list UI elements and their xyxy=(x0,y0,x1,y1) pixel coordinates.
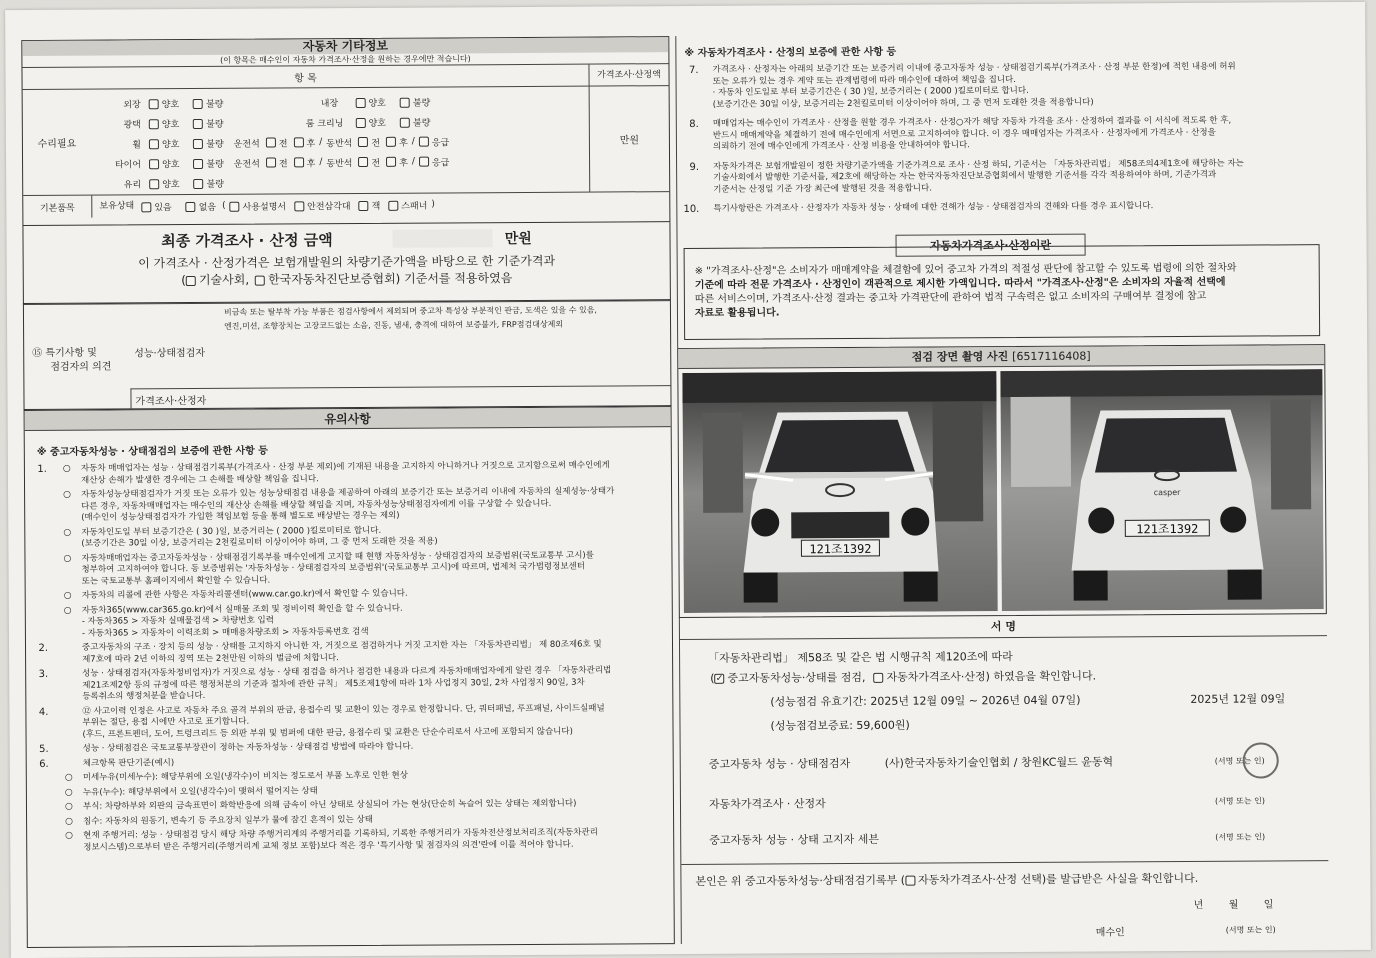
final-price-value xyxy=(393,229,493,248)
checkbox[interactable] xyxy=(186,276,196,286)
caution-item: ○ 자동차365(www.car365.go.kr)에서 실매물 조회 및 정비이력 확인을 할 수 있습니다. - 자동차365 > 자동차 실매물검색 > 차량번호 입력 - 자동차365 > 자동차이 이력조회 > 매매용차량조회 > 자동차등록번호 검색 xyxy=(63,603,403,639)
exclusion-note-2: 엔진,미션, 조향장치는 고장코드없는 소음, 진동, 냄새, 충격에 대하여 보증불가, FRP점검대상제외 xyxy=(224,319,564,331)
appraiser-sign-label: 자동차가격조사 · 산정자 xyxy=(708,797,826,811)
inspector-sign-hint: (서명 또는 인) xyxy=(1214,755,1265,766)
checkbox[interactable] xyxy=(149,99,159,109)
inspection-photos xyxy=(677,344,1327,618)
checkbox[interactable] xyxy=(400,118,410,128)
appraisal-item: 8. 매매업자는 매수인이 가격조사 · 산정을 원할 경우 가격조사 · 산정○자가 해당 자동차 가격을 조사 · 산정하여 결과를 이 서식에 적도록 한 후, 반드시 매매계약을 체결하기 전에 매수인에게 서면으로 고지하여야 합니다. 이 경우 매매업자는 가격조사 · 산정자에게 가격조사 · 산정을 의뢰하기 전에 매수인에게 가격조사 · 산정 비용을 안내하여야 합니다. xyxy=(689,115,1232,152)
caution-item: ○ 침수: 자동차의 원동기, 변속기 등 주요장치 일부가 물에 잠긴 흔적이 있는 상태 xyxy=(65,814,373,827)
checkbox[interactable] xyxy=(386,137,396,147)
checkbox[interactable] xyxy=(294,201,304,211)
checkbox[interactable] xyxy=(149,119,159,129)
inspection-record-page xyxy=(5,2,1371,958)
checkbox[interactable] xyxy=(400,98,410,108)
cautions-section xyxy=(24,406,675,948)
checkbox[interactable] xyxy=(230,202,240,212)
inspection-checkbox[interactable] xyxy=(714,674,724,684)
col-header-item: 항 목 xyxy=(294,73,317,85)
appraisal-warranty-section xyxy=(675,32,1325,348)
checkbox[interactable] xyxy=(186,202,196,212)
checkbox[interactable] xyxy=(266,158,276,168)
front-photo xyxy=(682,371,997,613)
caution-item: ○ 자동차의 리콜에 관한 사항은 자동차리콜센터(www.car.go.kr)에서 확인할 수 있습니다. xyxy=(63,588,408,601)
other-info-title: 자동차 기타정보 xyxy=(22,37,668,56)
checkbox[interactable] xyxy=(359,201,369,211)
seal-stamp xyxy=(1243,742,1279,778)
inspector-label: 성능·상태점검자 xyxy=(134,347,206,360)
checkbox[interactable] xyxy=(293,137,303,147)
appraisal-title: ※ 자동차가격조사 · 산정의 보증에 관한 사항 등 xyxy=(684,46,897,60)
checkbox[interactable] xyxy=(419,137,429,147)
caution-item: 3. 성능 · 상태점검자(자동차정비업자)가 거짓으로 성능 · 상태 점검을 하거나 점검한 내용과 다르게 자동차매매업자에게 알린 경우 「자동차관리법 제21조제2항 등의 규정에 따른 행정처분의 기준과 절차에 관한 규칙」 제5조제1항에 따라 1차 사업정지 30일, 2차 사업정지 90일, 3차 등록취소의 행정처분을 받습니다. xyxy=(38,665,612,702)
sign-date: 2025년 12월 09일 xyxy=(1190,692,1286,706)
checkbox[interactable] xyxy=(388,201,398,211)
law-reference: 「자동차관리법」 제58조 및 같은 법 시행규칙 제120조에 따라 xyxy=(708,650,1013,665)
inspector-sign-label: 중고자동차 성능 · 상태점검자 xyxy=(708,757,851,771)
appraisal-checkbox[interactable] xyxy=(873,673,883,683)
caution-item: ○ 누유(누수): 해당부위에서 오일(냉각수)이 맺혀서 떨어지는 상태 xyxy=(64,785,318,798)
special-notes-box xyxy=(23,300,672,410)
checkbox[interactable] xyxy=(294,157,304,167)
final-price-desc: 이 가격조사 · 산정가격은 보험개발원의 차량기준가액을 바탕으로 한 기준가격과 xyxy=(138,253,556,271)
caution-item: 4. ⑫ 사고이력 인정은 사고로 자동차 주요 골격 부위의 판금, 용접수리 및 교환이 있는 경우로 한정합니다. 단, 쿼터패널, 루프패널, 사이드실패널 부위는 절단, 용접 시에만 사고로 표기합니다. (후드, 프론트펜더, 도어, 트렁크리드 등 외판 부위 및 범퍼에 대한 판금, 용접수리 및 교환은 단순수리로서 사고에 포함되지 않습니다) xyxy=(38,703,605,740)
signature-title: 서 명 xyxy=(680,614,1327,640)
appraisal-item: 9. 자동차가격은 보험개발원이 정한 차량기준가액을 기준가격으로 조사 · 산정 하되, 기준서는 「자동차관리법」 제58조의4제1호에 해당하는 자는 기술사회에서 발행한 기준서를, 제2호에 해당하는 자는 한국자동차진단보증협회에서 발행한 기준서를 각각 적용하여야 하며, 기준가격과 기준서는 산정일 기준 가장 최근에 발행된 것을 적용합니다. xyxy=(689,158,1244,195)
front-plate: 121조1392 xyxy=(809,541,872,557)
checkbox[interactable] xyxy=(141,202,151,212)
checkbox[interactable] xyxy=(355,98,365,108)
confirm-line: (✓ 중고자동차성능·상태를 점검, 자동차가격조사·산정) 하였음을 확인합니다. xyxy=(710,666,1327,686)
checkbox[interactable] xyxy=(356,118,366,128)
other-info-table: 자동차 기타정보 (이 항목은 매수인이 자동차 가격조사·산정을 원하는 경우에만 적습니다) 항 목 가격조사·산정액 수리필요 외장 양호 불량 내장 양호 불량 광택 양호 불량 룸 크리닝 양호 불량 휠 양호 불량 운전석 전 후 / 동반석 전 후 / 응급 타이어 양호 불량 운전석 전 후 / 동반석 전 후 / 응급 유리 양호 불량 만원 기본품목 보유상태 있음 없음 ( 사용설명서 안전삼각대 잭 스패너 ) xyxy=(21,36,670,226)
special-opinion-label: ⑮ 특기사항 및 점검자의 의견 xyxy=(32,347,112,373)
other-info-subtitle: (이 항목은 매수인이 자동차 가격조사·산정을 원하는 경우에만 적습니다) xyxy=(22,52,668,68)
cautions-title: 유의사항 xyxy=(25,407,671,431)
appraisal-list xyxy=(676,61,1324,215)
appraisal-item: 10. 특기사항란은 가격조사 · 산정자가 자동차 성능 · 상태에 대한 견해가 성능 · 상태점검자의 견해와 다를 경우 표시합니다. xyxy=(683,201,1154,216)
final-price-unit: 만원 xyxy=(504,230,532,248)
receipt-confirm: 본인은 위 중고자동차성능·상태점검기록부 ( 자동차가격조사·산정 선택)를 발급받은 사실을 확인합니다. xyxy=(695,871,1199,888)
signature-section xyxy=(679,614,1329,944)
caution-item: ○ 자동차매매업자는 중고자동차성능 · 상태점검기록부를 매수인에게 고지할 때 현행 자동차성능 · 상태검검자의 보증범위(국토교통부 고시)를 청부하여 고지하여야 합니다. 동 보증범위는 '자동차성능 · 상태점검자의 보증범위'(국토교통부 고시)에 따르며, 법제처 국가법령정보센터 또는 국토교통부 홈페이지에서 확인할 수 있습니다. xyxy=(63,550,594,587)
cautions-list xyxy=(25,460,673,854)
final-price-title: 최종 가격조사 · 산정 금액 xyxy=(161,230,333,250)
checkbox[interactable] xyxy=(149,179,159,189)
appraisal-definition-title: 자동차가격조사·산정이란 xyxy=(896,234,1086,257)
caution-item: 1. ○ 자동차 매매업자는 성능 · 상태점검기록부(가격조사 · 산정 부분 제외)에 기재된 내용을 고지하지 아니하거나 거짓으로 고지함으로써 매수인에게 재산상 손해가 발생한 경우에는 그 손해를 배상할 책임을 집니다. xyxy=(37,460,610,486)
final-price-box xyxy=(22,222,670,304)
checkbox[interactable] xyxy=(358,137,368,147)
caution-item: ○ 부식: 차량하부와 외판의 금속표면이 화학반응에 의해 금속이 아닌 상태로 상실되어 가는 현상(단순히 녹슬어 있는 상태는 제외합니다) xyxy=(64,798,577,812)
receipt-checkbox[interactable] xyxy=(905,876,915,886)
validity-period: (성능점검 유효기간: 2025년 12월 09일 ~ 2026년 04월 07일) xyxy=(770,693,1081,709)
checkbox[interactable] xyxy=(193,159,203,169)
checkbox[interactable] xyxy=(255,275,265,285)
appraiser-sign-hint: (서명 또는 인) xyxy=(1214,795,1265,806)
photo-title: 점검 장면 촬영 사진 [6517116408] xyxy=(678,345,1324,369)
caution-item: ○ 자동차성능상태점검자가 거짓 또는 오류가 있는 성능상태점검 내용을 제공하여 아래의 보증기간 또는 보증거리 이내에 자동차의 실제성능·상태가 다른 경우, 자동차매매업자는 매수인의 재산상 손해를 배상할 책임을 지며, 자동차성능상태점검자에게 이를 구상할 수 있습니다. (매수인이 성능상태점검자가 가입한 책임보험 등을 통해 별도로 배상받는 경우는 제외) xyxy=(63,486,615,523)
caution-item: 5. 성능 · 상태점검은 국토교통부장관이 정하는 자동차성능 · 상태점검 방법에 따라야 합니다. xyxy=(39,741,414,755)
checkbox[interactable] xyxy=(193,139,203,149)
checkbox[interactable] xyxy=(193,119,203,129)
receipt-date: 년 월 일 xyxy=(1193,899,1274,911)
exclusion-note-1: 비금속 또는 탈부착 가능 부품은 점검사항에서 제외되며 중고차 특성상 부분적인 판금, 도색은 있을 수 있음, xyxy=(223,305,597,317)
checkbox[interactable] xyxy=(194,179,204,189)
checkbox[interactable] xyxy=(266,138,276,148)
final-price-standard: ( 기술사회, 한국자동차진단보증협회) 기준서를 적용하였음 xyxy=(181,271,513,288)
rear-plate: 121조1392 xyxy=(1136,521,1199,537)
inspection-fee: (성능점검보증료: 59,600원) xyxy=(770,718,910,733)
cautions-subtitle: ※ 중고자동차성능 · 상태점검의 보증에 관한 사항 등 xyxy=(36,445,268,458)
col-header-price: 가격조사·산정액 xyxy=(588,64,668,86)
buyer-label: 매수인 xyxy=(1095,927,1125,939)
caution-item: ○ 자동차인도일 부터 보증기간은 ( 30 )일, 보증거리는 ( 2000 )킬로미터로 합니다. (보증기간은 30일 이상, 보증거리는 2천킬로미터 이상이어야 하며, 그 중 먼저 도래한 것을 적용) xyxy=(63,525,438,549)
caution-item: ○ 현재 주행거리: 성능 · 상태점검 당시 해당 차량 주행거리계의 주행거리를 기록하되, 기록한 주행거리가 자동차전산정보처리조직(자동차관리 정보시스템)으로부터 받은 주행거리(주행거리계 교체 정보 포함)보다 적은 경우 '특기사항 및 점검자의 의견'란에 이를 적어야 합니다. xyxy=(65,827,598,853)
basic-items-label: 기본품목 xyxy=(39,203,75,214)
checkbox[interactable] xyxy=(149,159,159,169)
caution-item: 2. 중고자동차의 구조 · 장치 등의 성능 · 상태를 고지하지 아니한 자, 거짓으로 점검하거나 거짓 고지한 자는 「자동차관리법」 제 80조제6호 및 제7호에 따라 2년 이하의 징역 또는 2천만원 이하의 벌금에 처합니다. xyxy=(38,639,602,665)
rear-photo xyxy=(1000,369,1323,611)
checkbox[interactable] xyxy=(358,157,368,167)
appraisal-item: 7. 가격조사 · 산정자는 아래의 보증기간 또는 보증거리 이내에 중고자동차 성능 · 상태점검기록부(가격조사 · 산정 부분 한정)에 적힌 내용에 허위 또는 오류가 있는 경우 계약 또는 관계법령에 따라 매수인에 대하여 책임을 집니다. · 자동차 인도일로 부터 보증기간은 ( 30 )일, 보증거리는 ( 2000 )킬로미터로 합니다. (보증기간은 30일 이상, 보증거리는 2천킬로미터 이상이어야 하며, 그 중 먼저 도래한 것을 적용합니다) xyxy=(688,61,1236,110)
notifier-sign-label: 중고자동차 성능 · 상태 고지자 세븐 xyxy=(709,832,879,847)
notifier-sign-hint: (서명 또는 인) xyxy=(1215,831,1266,842)
appraisal-definition-box: ※ "가격조사·산정"은 소비자가 매매계약을 체결함에 있어 중고차 가격의 적절성 판단에 참고할 수 있도록 법령에 의한 절차와 기준에 따라 전문 가격조사 · 산정인이 객관적으로 제시한 가액입니다. 따라서 "가격조사·산정"은 소비자의 자율적 선택에 따른 서비스이며, 가격조사·산정 결과는 중고차 가격판단에 관하여 법적 구속력은 없고 소비자의 구매여부 결정에 참고 자료로 활용됩니다. xyxy=(684,244,1321,340)
checkbox[interactable] xyxy=(419,157,429,167)
caution-item: 6. 체크항목 판단기준(예시) xyxy=(39,757,175,770)
checkbox[interactable] xyxy=(149,139,159,149)
repair-rows: 외장 양호 불량 내장 양호 불량 광택 양호 불량 룸 크리닝 양호 불량 휠 양호 불량 운전석 전 후 / 동반석 전 후 / 응급 타이어 양호 불량 운전석 전 후 / 동반석 전 후 / 응급 유리 양호 불량 xyxy=(114,98,450,190)
price-unit: 만원 xyxy=(589,86,670,191)
rear-badge: casper xyxy=(1153,487,1181,498)
caution-item: ○ 미세누유(미세누수): 해당부위에 오일(냉각수)이 비치는 정도로서 부품 노후로 인한 현상 xyxy=(64,770,408,783)
checkbox[interactable] xyxy=(193,99,203,109)
buyer-sign-hint: (서명 또는 인) xyxy=(1225,925,1276,935)
appraiser-label: 가격조사·산정자 xyxy=(130,385,670,408)
inspector-name: (사)한국자동차기술인협회 / 창원KC월드 윤동혁 xyxy=(884,755,1114,770)
repair-needed-label: 수리필요 xyxy=(37,138,77,150)
checkbox[interactable] xyxy=(386,157,396,167)
